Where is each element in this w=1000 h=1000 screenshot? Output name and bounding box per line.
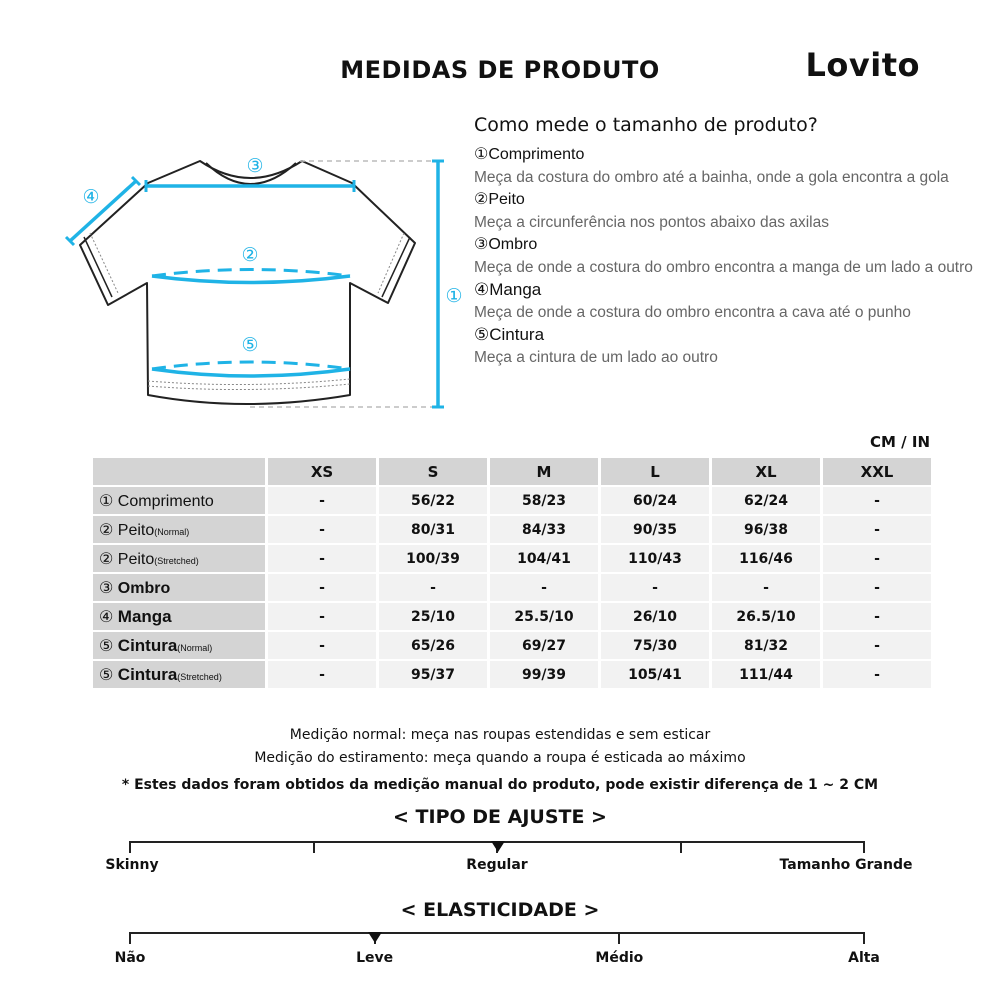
row-number: ① xyxy=(99,492,114,510)
size-value-cell: - xyxy=(379,574,487,601)
scale-label: Tamanho Grande xyxy=(779,857,913,873)
scale-label: Alta xyxy=(848,950,880,966)
row-name: Comprimento xyxy=(117,492,214,510)
row-subtype: (Normal) xyxy=(154,526,190,537)
row-name: Ombro xyxy=(117,579,171,597)
elasticity-title: < ELASTICIDADE > xyxy=(400,899,600,921)
table-row xyxy=(93,603,931,630)
scale-label: Skinny xyxy=(105,857,159,873)
size-value-cell: 25.5/10 xyxy=(490,603,598,630)
row-subtype: (Stretched) xyxy=(154,555,199,566)
howto-item-number: ④ xyxy=(474,280,490,299)
table-row xyxy=(93,574,931,601)
row-name: Peito xyxy=(117,550,155,568)
size-value-cell: - xyxy=(823,487,931,514)
size-value-cell: - xyxy=(712,574,820,601)
size-value-cell: 90/35 xyxy=(601,516,709,543)
row-number: ⑤ xyxy=(99,637,114,655)
scale-label: Médio xyxy=(595,950,644,966)
size-value-cell: 81/32 xyxy=(712,632,820,659)
fit-title: < TIPO DE AJUSTE > xyxy=(393,806,607,828)
page-title: MEDIDAS DE PRODUTO xyxy=(340,56,660,84)
row-number: ② xyxy=(99,550,114,568)
size-value-cell: - xyxy=(823,545,931,572)
size-table xyxy=(90,456,934,690)
howto-item-number: ② xyxy=(474,191,489,208)
row-name: Peito xyxy=(117,521,155,539)
howto-item-name: Comprimento xyxy=(488,146,585,163)
size-header: XL xyxy=(712,458,820,485)
fit-scale xyxy=(130,841,864,855)
scale-label: Regular xyxy=(466,857,528,873)
howto-item-number: ① xyxy=(474,146,489,163)
row-label xyxy=(93,603,265,630)
row-number: ⑤ xyxy=(99,666,114,684)
size-value-cell: 65/26 xyxy=(379,632,487,659)
howto-item-number: ⑤ xyxy=(474,325,490,344)
howto-item-name: Cintura xyxy=(489,325,545,344)
row-name: Cintura xyxy=(117,664,178,684)
size-value-cell: 116/46 xyxy=(712,545,820,572)
row-label xyxy=(93,516,265,543)
size-value-cell: 62/24 xyxy=(712,487,820,514)
howto-item-name: Manga xyxy=(489,280,542,299)
label-3: ③ xyxy=(246,155,264,177)
size-value-cell: 84/33 xyxy=(490,516,598,543)
row-number: ④ xyxy=(99,608,114,626)
scale-tick xyxy=(618,932,620,944)
size-header: S xyxy=(379,458,487,485)
row-number: ③ xyxy=(99,579,114,597)
size-value-cell: - xyxy=(823,603,931,630)
corner-cell xyxy=(93,458,265,485)
size-value-cell: 80/31 xyxy=(379,516,487,543)
label-4: ④ xyxy=(82,186,100,208)
row-label xyxy=(93,545,265,572)
row-label xyxy=(93,632,265,659)
tshirt-diagram xyxy=(60,145,470,425)
size-value-cell: - xyxy=(823,574,931,601)
size-value-cell: - xyxy=(823,516,931,543)
size-value-cell: - xyxy=(268,632,376,659)
table-row xyxy=(93,487,931,514)
size-value-cell: - xyxy=(268,487,376,514)
size-value-cell: - xyxy=(268,574,376,601)
howto-item-title xyxy=(474,144,974,166)
scale-marker xyxy=(368,932,382,943)
note-disclaimer: * Estes dados foram obtidos da medição manual do produto, pode existir diferença de 1 ~ 2 CM xyxy=(121,777,879,793)
row-label xyxy=(93,487,265,514)
label-5: ⑤ xyxy=(241,334,259,356)
howto-item-desc: Meça a cintura de um lado ao outro xyxy=(474,349,718,366)
scale-label: Leve xyxy=(356,950,394,966)
size-value-cell: 104/41 xyxy=(490,545,598,572)
size-value-cell: - xyxy=(823,632,931,659)
row-name: Manga xyxy=(117,606,172,626)
size-value-cell: 56/22 xyxy=(379,487,487,514)
size-value-cell: 26/10 xyxy=(601,603,709,630)
size-header: M xyxy=(490,458,598,485)
howto-item-name: Peito xyxy=(488,191,525,208)
howto-item-desc: Meça de onde a costura do ombro encontra a cava até o punho xyxy=(474,304,911,321)
howto-item-title xyxy=(474,189,974,211)
note-stretch: Medição do estiramento: meça quando a roupa é esticada ao máximo xyxy=(254,750,746,766)
row-subtype: (Stretched) xyxy=(177,671,222,682)
size-value-cell: - xyxy=(823,661,931,688)
size-header: XXL xyxy=(823,458,931,485)
scale-tick xyxy=(129,841,131,853)
size-value-cell: - xyxy=(601,574,709,601)
size-value-cell: - xyxy=(268,603,376,630)
size-value-cell: 110/43 xyxy=(601,545,709,572)
howto-item-desc: Meça de onde a costura do ombro encontra a manga de um lado a outro xyxy=(474,259,973,276)
size-value-cell: 75/30 xyxy=(601,632,709,659)
scale-tick xyxy=(863,841,865,853)
elasticity-scale xyxy=(130,932,864,946)
unit-label: CM / IN xyxy=(870,433,930,451)
size-header: L xyxy=(601,458,709,485)
size-value-cell: - xyxy=(268,545,376,572)
table-row xyxy=(93,516,931,543)
size-value-cell: 60/24 xyxy=(601,487,709,514)
size-value-cell: 95/37 xyxy=(379,661,487,688)
row-subtype: (Normal) xyxy=(177,642,213,653)
howto-item-name: Ombro xyxy=(488,236,538,253)
note-normal: Medição normal: meça nas roupas estendidas e sem esticar xyxy=(289,727,711,743)
size-value-cell: - xyxy=(268,661,376,688)
table-row xyxy=(93,545,931,572)
table-row xyxy=(93,632,931,659)
howto-item-desc: Meça da costura do ombro até a bainha, onde a gola encontra a gola xyxy=(474,169,949,186)
size-value-cell: 26.5/10 xyxy=(712,603,820,630)
label-2: ② xyxy=(241,244,259,266)
table-row xyxy=(93,661,931,688)
how-to-measure xyxy=(474,114,974,369)
brand-logo: Lovito xyxy=(805,46,920,84)
row-name: Cintura xyxy=(117,635,178,655)
howto-item-title xyxy=(474,279,974,301)
row-label xyxy=(93,574,265,601)
howto-item-number: ③ xyxy=(474,236,489,253)
size-header: XS xyxy=(268,458,376,485)
scale-tick xyxy=(129,932,131,944)
size-value-cell: - xyxy=(490,574,598,601)
scale-tick xyxy=(680,841,682,853)
howto-question: Como mede o tamanho de produto? xyxy=(474,114,818,136)
row-label xyxy=(93,661,265,688)
howto-item-title xyxy=(474,324,974,346)
size-value-cell: 105/41 xyxy=(601,661,709,688)
size-value-cell: 69/27 xyxy=(490,632,598,659)
size-value-cell: 25/10 xyxy=(379,603,487,630)
scale-label: Não xyxy=(114,950,146,966)
size-value-cell: 100/39 xyxy=(379,545,487,572)
scale-tick xyxy=(313,841,315,853)
size-value-cell: 99/39 xyxy=(490,661,598,688)
size-value-cell: 111/44 xyxy=(712,661,820,688)
size-value-cell: 96/38 xyxy=(712,516,820,543)
size-value-cell: - xyxy=(268,516,376,543)
label-1: ① xyxy=(445,285,463,307)
row-number: ② xyxy=(99,521,114,539)
scale-tick xyxy=(863,932,865,944)
howto-item-desc: Meça a circunferência nos pontos abaixo das axilas xyxy=(474,214,829,231)
size-value-cell: 58/23 xyxy=(490,487,598,514)
howto-item-title xyxy=(474,234,974,256)
scale-marker xyxy=(491,841,505,852)
